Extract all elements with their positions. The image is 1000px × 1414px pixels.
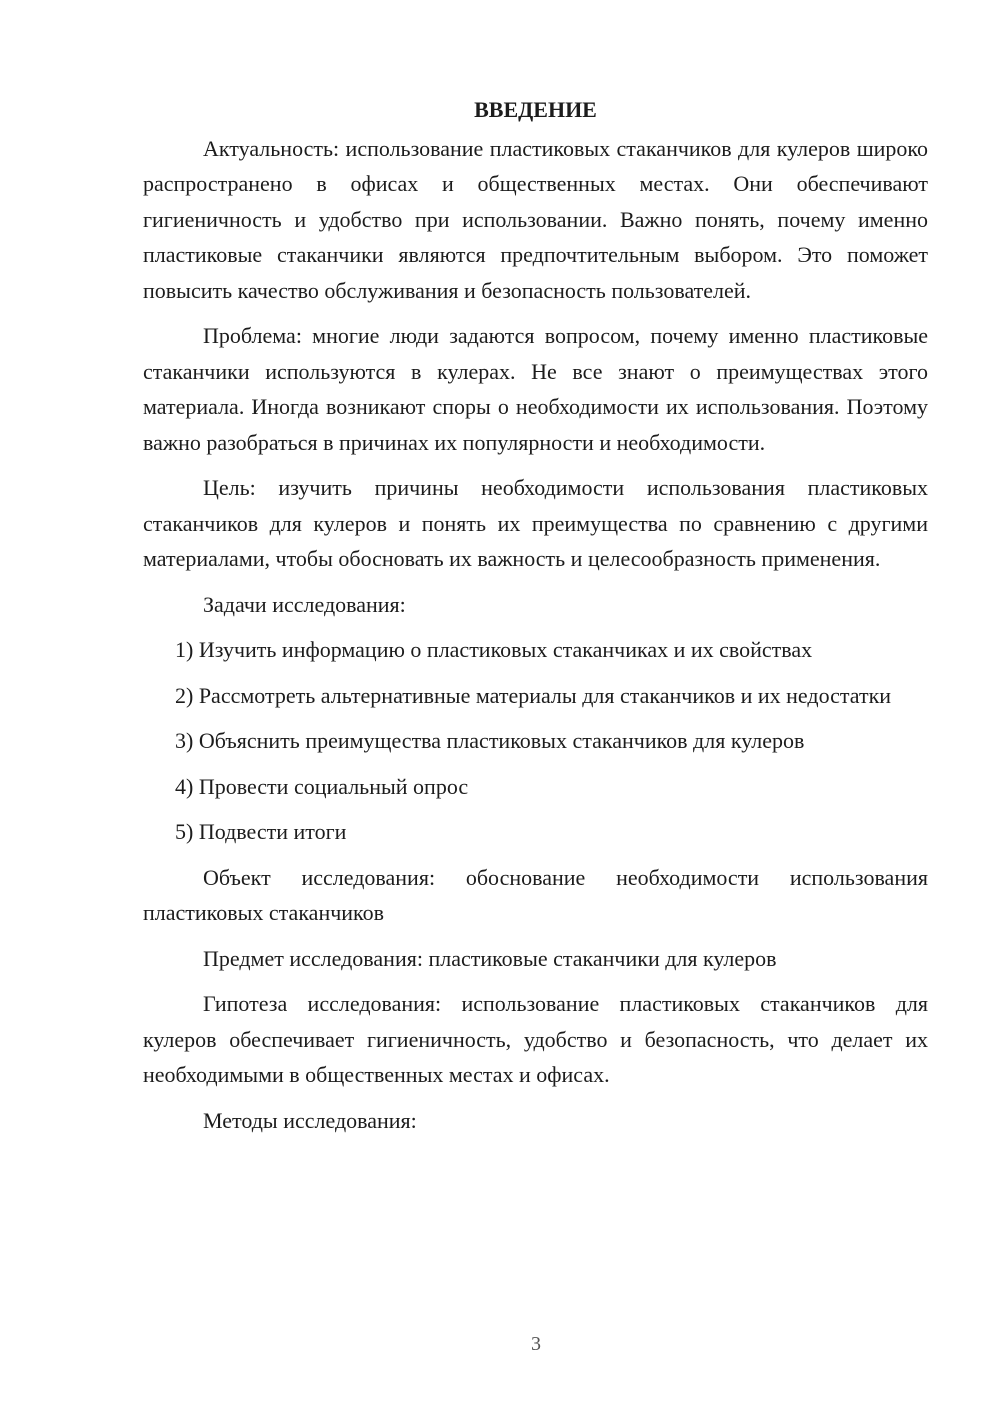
page-content: [143, 92, 928, 1148]
task-item: 4) Провести социальный опрос: [175, 773, 469, 799]
section-title: ВВЕДЕНИЕ: [474, 97, 597, 122]
task-item: 5) Подвести итоги: [175, 819, 347, 844]
paragraph-methods: Методы исследования:: [203, 1107, 417, 1133]
paragraph-hypothesis: Гипотеза исследования: использование пластиковых стаканчиков для кулеров обеспечивает гигиеничность, удобство и безопасность, что делает их необходимыми в общественных местах и офисах.: [143, 991, 928, 1087]
paragraph-problem: Проблема: многие люди задаются вопросом, почему именно пластиковые стаканчики используются в кулерах. Не все знают о преимуществах этого материала. Иногда возникают споры о необходимости их использования. Поэтому важно разобраться в причинах их популярности и необходимости.: [143, 323, 928, 455]
task-item: 3) Объяснить преимущества пластиковых стаканчиков для кулеров: [175, 728, 805, 753]
paragraph-goal: Цель: изучить причины необходимости использования пластиковых стаканчиков для кулеров и понять их преимущества по сравнению с другими материалами, чтобы обосновать их важность и целесообразность применения.: [143, 475, 928, 571]
page-number: 3: [531, 1333, 541, 1355]
task-item: 1) Изучить информацию о пластиковых стаканчиках и их свойствах: [175, 637, 813, 662]
paragraph-tasks-heading: Задачи исследования:: [203, 591, 406, 617]
paragraph-relevance: Актуальность: использование пластиковых стаканчиков для кулеров широко распространено в офисах и общественных местах. Они обеспечивают гигиеничность и удобство при использовании. Важно понять, почему именно пластиковые стаканчики являются предпочтительным выбором. Это поможет повысить качество обслуживания и безопасность пользователей.: [143, 135, 928, 303]
paragraph-object: Объект исследования: обоснование необходимости использования пластиковых стаканчиков: [143, 864, 928, 925]
paragraph-subject: Предмет исследования: пластиковые стаканчики для кулеров: [203, 945, 777, 971]
task-item: 2) Рассмотреть альтернативные материалы для стаканчиков и их недостатки: [175, 682, 892, 708]
